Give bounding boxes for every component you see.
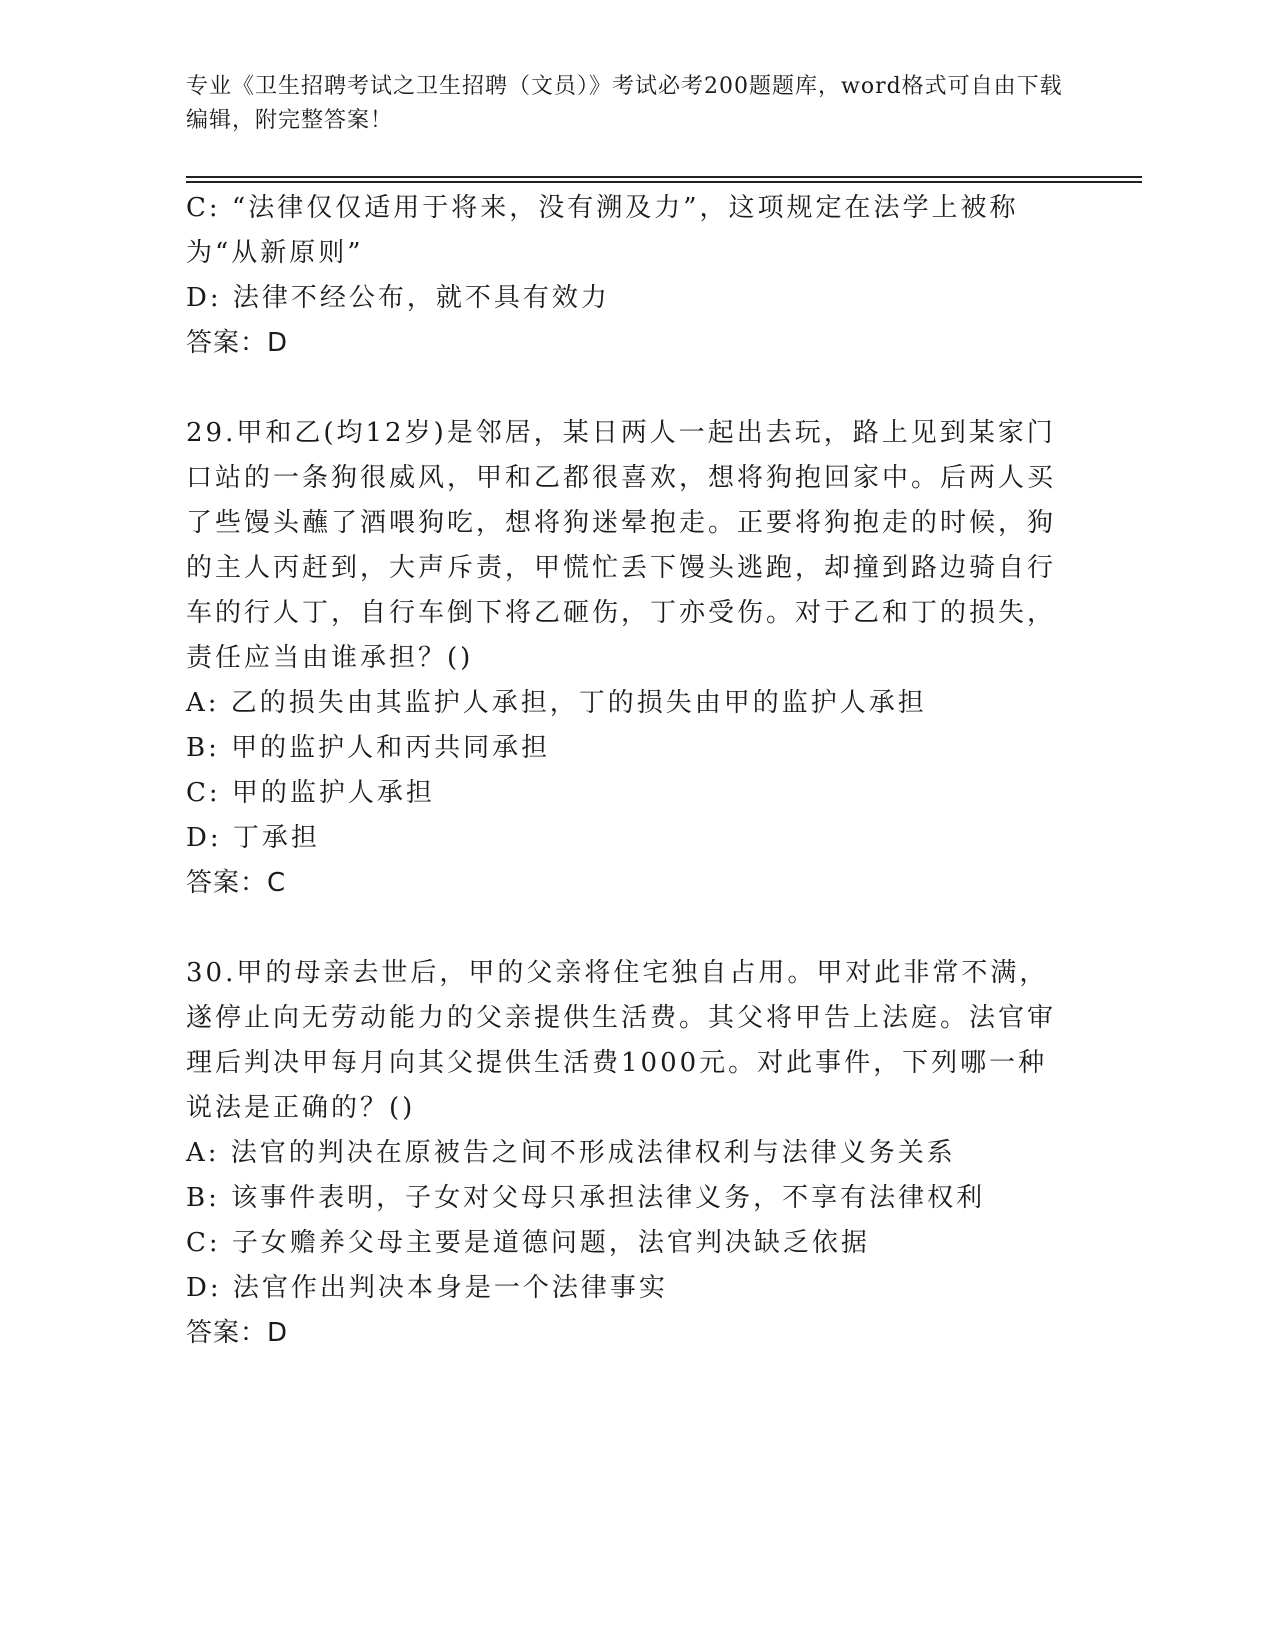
previous-question-block — [186, 186, 1076, 366]
option-c: C: “法律仅仅适用于将来，没有溯及力”，这项规定在法学上被称为“从新原则” — [186, 193, 1019, 268]
question-30-stem: 30.甲的母亲去世后，甲的父亲将住宅独自占用。甲对此非常不满，遂停止向无劳动能力的父亲提供生活费。其父将甲告上法庭。法官审理后判决甲每月向其父提供生活费1000元。对此事件，下列哪一种说法是正确的？() — [186, 958, 1057, 1123]
question-29-stem: 29.甲和乙(均12岁)是邻居，某日两人一起出去玩，路上见到某家门口站的一条狗很威风，甲和乙都很喜欢，想将狗抱回家中。后两人买了些馒头蘸了酒喂狗吃，想将狗迷晕抱走。正要将狗抱走的时候，狗的主人丙赶到，大声斥责，甲慌忙丢下馒头逃跑，却撞到路边骑自行车的行人丁，自行车倒下将乙砸伤，丁亦受伤。对于乙和丁的损失，责任应当由谁承担？() — [186, 418, 1057, 673]
spacer — [186, 366, 1076, 411]
question-30-option-a: A: 法官的判决在原被告之间不形成法律权利与法律义务关系 — [186, 1138, 956, 1168]
header-intro-text: 专业《卫生招聘考试之卫生招聘（文员）》考试必考200题题库，word格式可自由下载编辑，附完整答案！ — [186, 74, 1063, 133]
question-30-option-d: D: 法官作出判决本身是一个法律事实 — [186, 1273, 668, 1303]
question-29-option-b: B: 甲的监护人和丙共同承担 — [186, 733, 551, 763]
question-29-option-a: A: 乙的损失由其监护人承担，丁的损失由甲的监护人承担 — [186, 688, 927, 718]
header-divider-top — [186, 176, 1142, 178]
question-29-option-d: D: 丁承担 — [186, 823, 320, 853]
document-header — [186, 70, 1066, 138]
answer-line: 答案：D — [186, 328, 289, 358]
question-29-answer: 答案：C — [186, 868, 287, 898]
question-30-block — [186, 951, 1076, 1356]
document-body — [186, 186, 1076, 1356]
question-30-option-c: C: 子女赡养父母主要是道德问题，法官判决缺乏依据 — [186, 1228, 870, 1258]
question-30-option-b: B: 该事件表明，子女对父母只承担法律义务，不享有法律权利 — [186, 1183, 986, 1213]
spacer — [186, 906, 1076, 951]
question-29-block — [186, 411, 1076, 906]
header-divider-bottom — [186, 181, 1142, 183]
question-30-answer: 答案：D — [186, 1318, 289, 1348]
option-d: D: 法律不经公布，就不具有效力 — [186, 283, 610, 313]
question-29-option-c: C: 甲的监护人承担 — [186, 778, 435, 808]
